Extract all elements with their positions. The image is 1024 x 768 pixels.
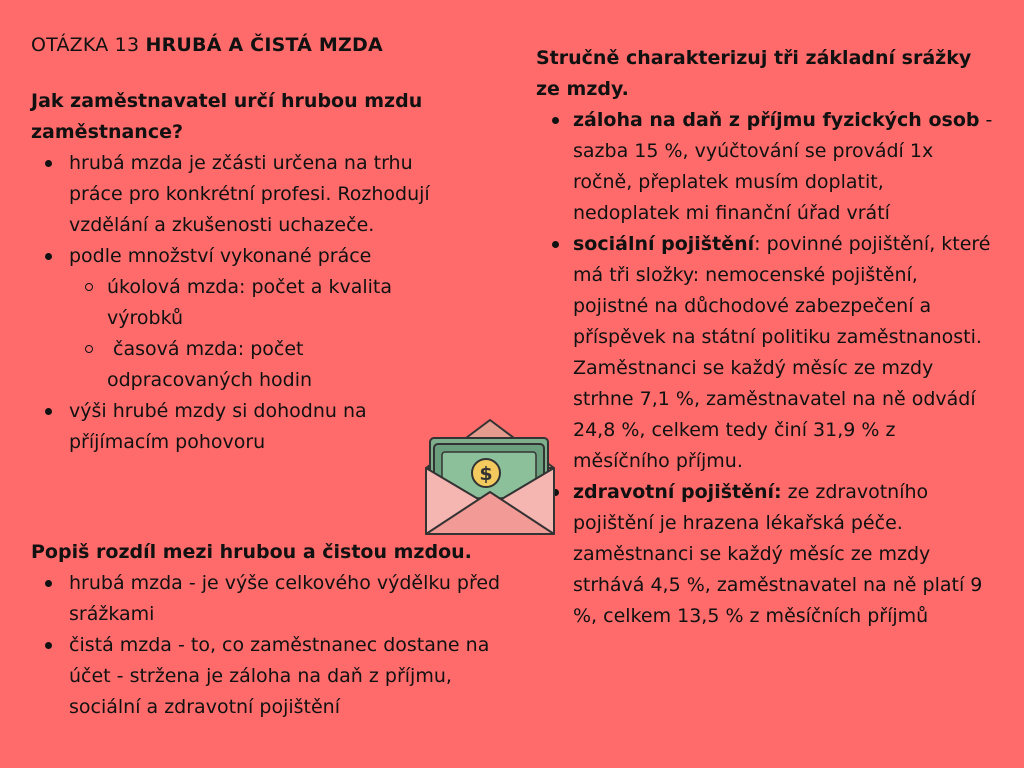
health-text: ze zdravotního pojištění je hrazena lékařská péče. zaměstnanci se každý měsíc ze mzdy strhává 4,5 %, zaměstnavatel na ně platí 9 %, celkem 13,5 % z měsíčních příjmů (573, 481, 983, 627)
list-difference (31, 568, 501, 723)
sublist-item-text: úkolová mzda: počet a kvalita výrobků (107, 276, 392, 329)
sublist-item-text: časová mzda: počet odpracovaných hodin (107, 338, 313, 391)
tax-text: - sazba 15 %, vyúčtování se provádí 1x ročně, přeplatek musím doplatit, nedoplatek mi finanční úřad vrátí (573, 109, 993, 224)
list-item-text: výši hrubé mzdy si dohodnu na příjímacím pohovoru (69, 400, 367, 453)
list-item (31, 241, 441, 396)
page-title (31, 34, 383, 56)
title-prefix: OTÁZKA 13 (31, 34, 140, 56)
dollar-symbol: $ (479, 463, 493, 485)
list-item (31, 630, 501, 723)
list-item-health (536, 477, 996, 632)
tax-label: záloha na daň z příjmu fyzických osob (573, 109, 980, 131)
social-label: sociální pojištění (573, 233, 755, 255)
sublist-item (69, 272, 441, 334)
health-label: zdravotní pojištění: (573, 481, 782, 503)
question-deductions: Stručně charakterizuj tři základní srážky ze mzdy. (536, 47, 972, 100)
section-difference (31, 537, 501, 723)
list-item-text: podle množství vykonané práce (69, 245, 372, 267)
list-item-tax (536, 105, 996, 229)
list-item-text: hrubá mzda je zčásti určena na trhu práce pro konkrétní profesi. Rozhodují vzdělání a zkušenosti uchazeče. (69, 152, 430, 236)
list-item-text: hrubá mzda - je výše celkového výdělku před srážkami (69, 572, 501, 625)
list-item (31, 568, 501, 630)
list-gross-wage (31, 148, 441, 458)
sublist-item (69, 334, 441, 396)
list-deductions (536, 105, 996, 632)
list-item (31, 396, 441, 458)
sublist (69, 272, 441, 396)
list-item-social (536, 229, 996, 477)
section-deductions (536, 43, 996, 632)
social-text: : povinné pojištění, které má tři složky: nemocenské pojištění, pojistné na důchodové zabezpečení a příspěvek na státní politiku zaměstnanosti. Zaměstnanci se každý měsíc ze mzdy strhne 7,1 %, zaměstnavatel na ně odvádí 24,8 %, celkem tedy činí 31,9 % z měsíčního příjmu. (573, 233, 991, 472)
question-gross-wage: Jak zaměstnavatel určí hrubou mzdu zaměstnance? (31, 90, 423, 143)
question-difference: Popiš rozdíl mezi hrubou a čistou mzdou. (31, 541, 472, 563)
list-item (31, 148, 441, 241)
list-item-text: čistá mzda - to, co zaměstnanec dostane na účet - stržena je záloha na daň z příjmu, sociální a zdravotní pojištění (69, 634, 490, 718)
money-envelope-icon (420, 414, 560, 538)
section-gross-wage (31, 86, 441, 458)
title-main: HRUBÁ A ČISTÁ MZDA (145, 34, 383, 56)
